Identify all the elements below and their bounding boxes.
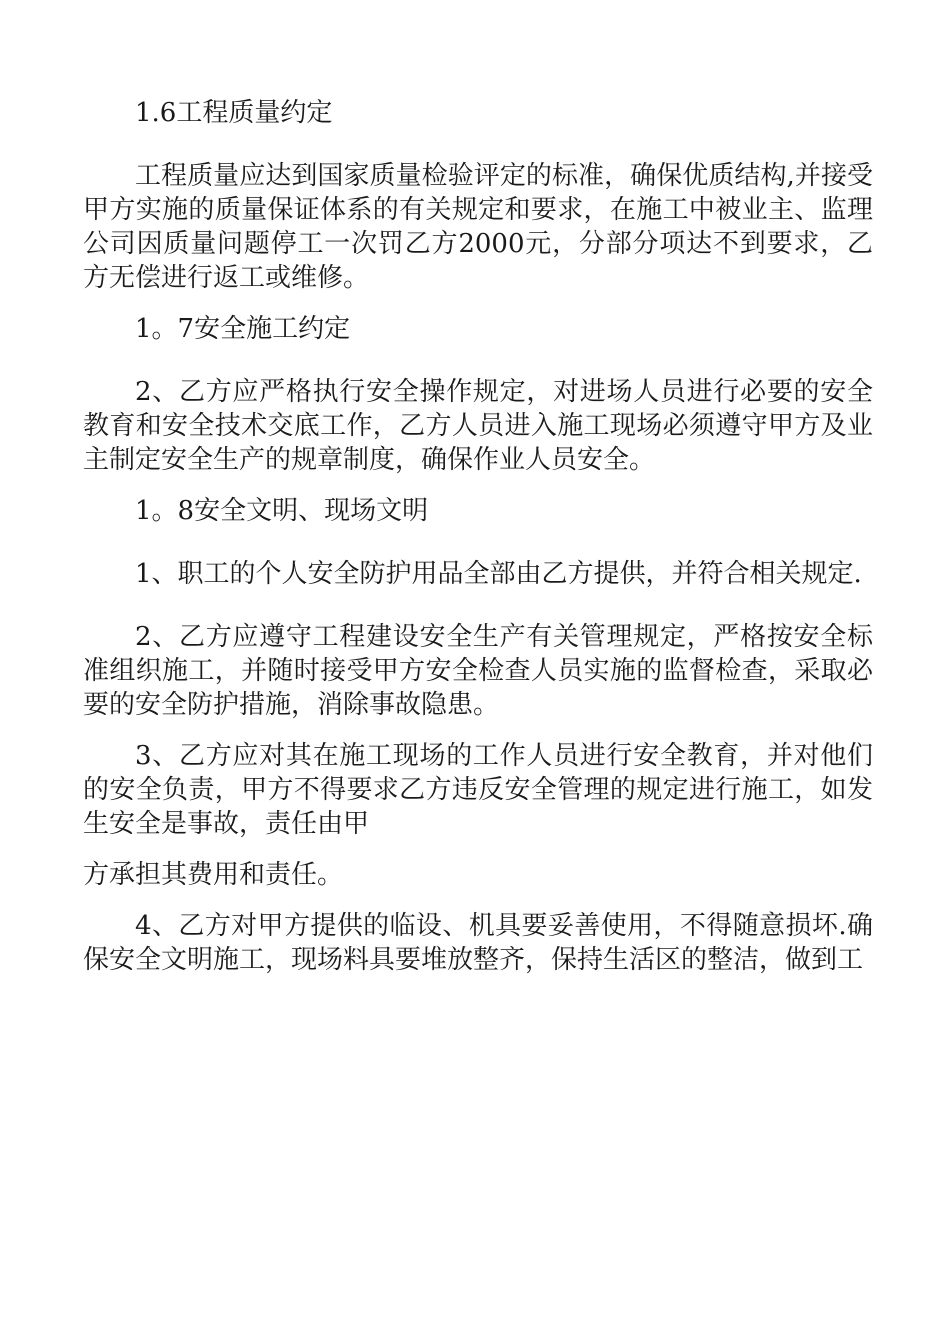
civil-clause-4-paragraph: 4、乙方对甲方提供的临设、机具要妥善使用，不得随意损坏.确保安全文明施工，现场料具要堆放整齐，保持生活区的整洁，做到工	[83, 911, 873, 975]
heading-1-6: 1.6工程质量约定	[135, 98, 333, 128]
quality-body-paragraph: 工程质量应达到国家质量检验评定的标准，确保优质结构,并接受甲方实施的质量保证体系的有关规定和要求，在施工中被业主、监理公司因质量问题停工一次罚乙方2000元，分部分项达不到要求，乙方无偿进行返工或维修。	[83, 161, 873, 293]
civil-clause-3-continuation: 方承担其费用和责任。	[83, 860, 344, 890]
heading-1-8: 1。8安全文明、现场文明	[135, 496, 429, 526]
document-page	[83, 96, 873, 1006]
civil-clause-3-paragraph: 3、乙方应对其在施工现场的工作人员进行安全教育，并对他们的安全负责，甲方不得要求乙方违反安全管理的规定进行施工，如发生安全是事故，责任由甲	[83, 741, 873, 839]
civil-clause-1-paragraph: 1、职工的个人安全防护用品全部由乙方提供，并符合相关规定.	[135, 559, 862, 589]
heading-1-7: 1。7安全施工约定	[135, 314, 351, 344]
civil-clause-2-paragraph: 2、乙方应遵守工程建设安全生产有关管理规定，严格按安全标准组织施工，并随时接受甲方安全检查人员实施的监督检查，采取必要的安全防护措施，消除事故隐患。	[83, 622, 873, 720]
safety-clause-2-paragraph: 2、乙方应严格执行安全操作规定，对进场人员进行必要的安全教育和安全技术交底工作，乙方人员进入施工现场必须遵守甲方及业主制定安全生产的规章制度，确保作业人员安全。	[83, 377, 873, 475]
